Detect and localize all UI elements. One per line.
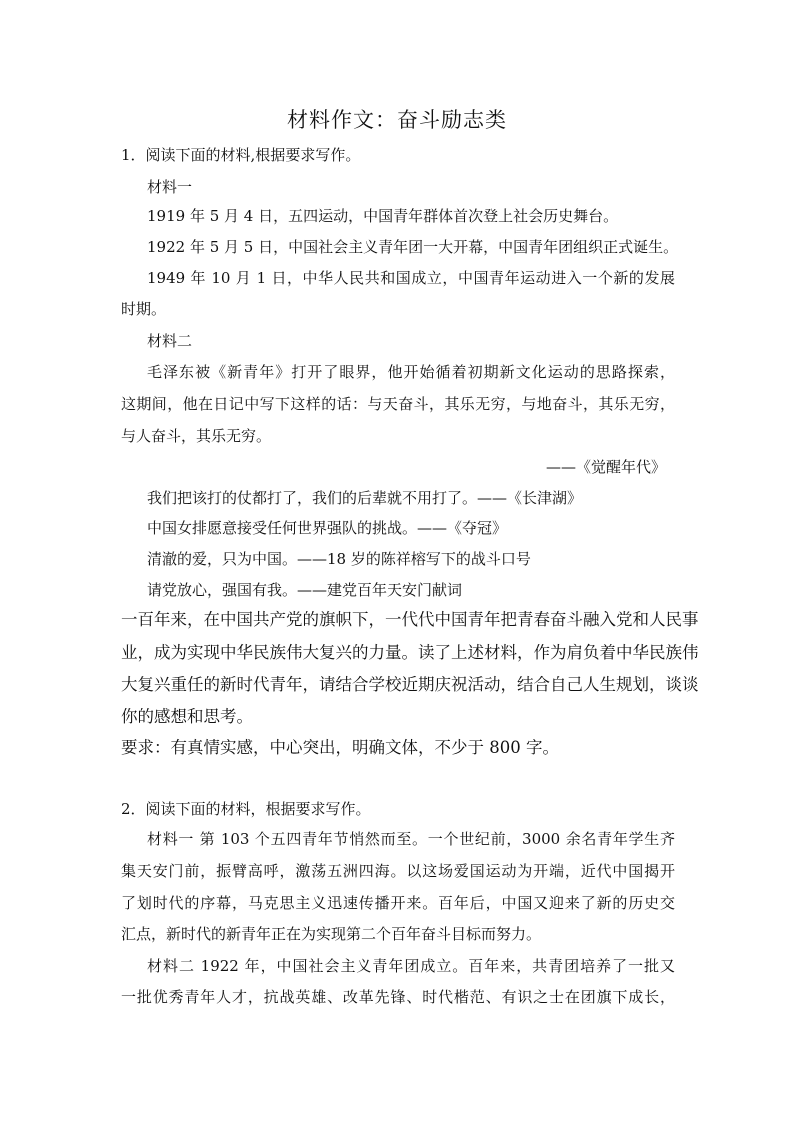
material-b-line: 材料二 1922 年，中国社会主义青年团成立。百年来，共青团培养了一批又 xyxy=(147,957,675,975)
prompt-line: 业，成为实现中华民族伟大复兴的力量。读了上述材料，作为肩负着中华民族伟 xyxy=(121,643,699,662)
page-title: 材料作文：奋斗励志类 xyxy=(287,108,507,132)
material-1-line: 1919 年 5 月 4 日，五四运动，中国青年群体首次登上社会历史舞台。 xyxy=(147,207,619,225)
material-a-line: 材料一 第 103 个五四青年节悄然而至。一个世纪前，3000 余名青年学生齐 xyxy=(147,830,675,848)
question-1-heading: 1．阅读下面的材料,根据要求写作。 xyxy=(121,146,361,164)
material-1-line: 时期。 xyxy=(121,300,167,318)
material-1-label: 材料一 xyxy=(147,178,193,196)
material-2-label: 材料二 xyxy=(147,332,193,350)
material-a-line: 集天安门前，振臂高呼，激荡五洲四海。以这场爱国运动为开端，近代中国揭开 xyxy=(121,862,675,880)
material-2-line: 与人奋斗，其乐无穷。 xyxy=(121,427,272,445)
requirement-line: 要求：有真情实感，中心突出，明确文体，不少于 800 字。 xyxy=(121,738,559,757)
quote-line: 清澈的爱，只为中国。——18 岁的陈祥榕写下的战斗口号 xyxy=(147,550,531,568)
prompt-line: 大复兴重任的新时代青年，请结合学校近期庆祝活动，结合自己人生规划，谈谈 xyxy=(121,675,699,694)
quote-line: 我们把该打的仗都打了，我们的后辈就不用打了。——《长津湖》 xyxy=(147,489,583,507)
question-2-heading: 2．阅读下面的材料，根据要求写作。 xyxy=(121,800,371,818)
quote-line: 请党放心，强国有我。——建党百年天安门献词 xyxy=(147,581,463,599)
material-2-source: ——《觉醒年代》 xyxy=(545,458,666,476)
material-1-line: 1949 年 10 月 1 日，中华人民共和国成立，中国青年运动进入一个新的发展 xyxy=(147,269,675,287)
prompt-line: 你的感想和思考。 xyxy=(121,707,253,726)
material-2-line: 这期间，他在日记中写下这样的话：与天奋斗，其乐无穷，与地奋斗，其乐无穷， xyxy=(121,395,675,413)
material-a-line: 了划时代的序幕，马克思主义迅速传播开来。百年后，中国又迎来了新的历史交 xyxy=(121,894,675,912)
material-2-line: 毛泽东被《新青年》打开了眼界，他开始循着初期新文化运动的思路探索， xyxy=(147,363,675,381)
prompt-line: 一百年来，在中国共产党的旗帜下，一代代中国青年把青春奋斗融入党和人民事 xyxy=(121,610,699,629)
material-b-line: 一批优秀青年人才，抗战英雄、改革先锋、时代楷范、有识之士在团旗下成长， xyxy=(121,988,675,1006)
material-a-line: 汇点，新时代的新青年正在为实现第二个百年奋斗目标而努力。 xyxy=(121,925,542,943)
quote-line: 中国女排愿意接受任何世界强队的挑战。——《夺冠》 xyxy=(147,519,508,537)
material-1-line: 1922 年 5 月 5 日，中国社会主义青年团一大开幕，中国青年团组织正式诞生。 xyxy=(147,238,679,256)
